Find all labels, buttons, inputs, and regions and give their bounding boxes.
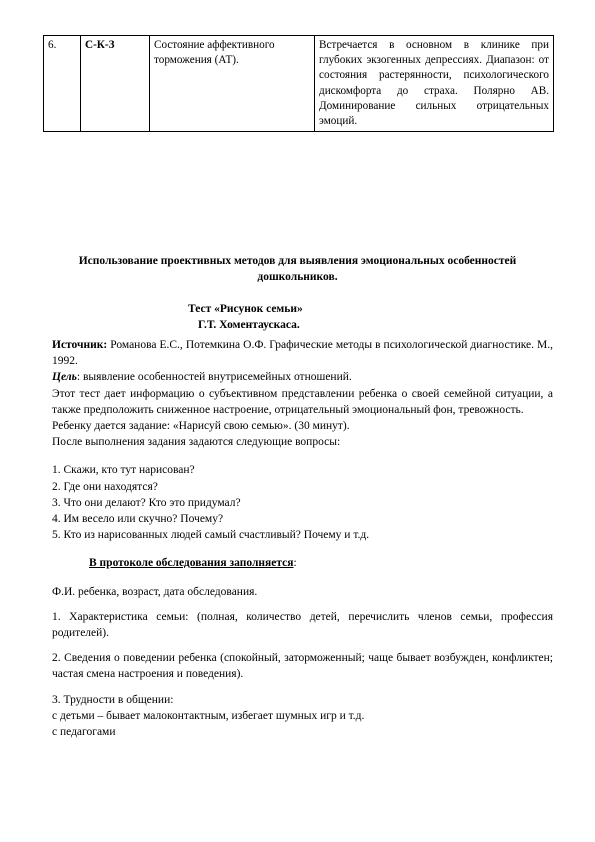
- communication-children: с детьми – бывает малоконтактным, избегает шумных игр и т.д.: [52, 709, 365, 722]
- table-row: [44, 36, 554, 132]
- after-paragraph: После выполнения задания задаются следующие вопросы:: [52, 436, 341, 449]
- fio-paragraph: Ф.И. ребенка, возраст, дата обследования.: [52, 585, 258, 598]
- protocol-colon: :: [293, 557, 297, 570]
- question-item: 4. Им весело или скучно? Почему?: [52, 513, 224, 526]
- goal-label: Цель: [52, 371, 77, 384]
- test-title: Тест «Рисунок семьи»: [188, 303, 303, 315]
- section-heading: Использование проективных методов для выявления эмоциональных особенностей дошкольников.: [78, 255, 517, 283]
- test-description: [52, 337, 553, 740]
- question-item: 2. Где они находятся?: [52, 480, 158, 493]
- question-item: 3. Что они делают? Кто это придумал?: [52, 496, 241, 509]
- emotion-state-table: [43, 35, 554, 132]
- state-description: Встречается в основном в клинике при глубоких экзогенных депрессиях. Диапазон: от состояния растерянности, психологического дискомфорта до страха. Полярно АВ. Доминирование сильных отрицательных эмоций.: [315, 36, 554, 132]
- intro-paragraph: Этот тест дает информацию о субъективном представлении ребенка о своей семейной ситуации, а также предположить сниженное настроение, отрицательный эмоциональный фон, тревожность.: [52, 387, 553, 416]
- goal-text: : выявление особенностей внутрисемейных отношений.: [76, 371, 352, 384]
- goal-paragraph: [52, 369, 553, 385]
- source-paragraph: [52, 337, 553, 369]
- source-text: Романова Е.С., Потемкина О.Ф. Графические методы в психологической диагностике. М., 1992.: [52, 339, 554, 368]
- communication-heading: 3. Трудности в общении:: [52, 693, 174, 706]
- protocol-heading-line: [52, 555, 553, 571]
- state-name: Состояние аффективного торможения (АТ).: [150, 36, 315, 132]
- state-code: С-К-З: [81, 36, 150, 132]
- source-label: Источник:: [52, 339, 108, 351]
- behavior-paragraph: 2. Сведения о поведении ребенка (спокойный, заторможенный; чаще бывает возбужден, конфликтен; частая смена настроения и поведения).: [52, 652, 553, 681]
- family-paragraph: 1. Характеристика семьи: (полная, количество детей, перечислить членов семьи, профессия родителей).: [52, 610, 553, 640]
- test-author: Г.Т. Хоментаускаса.: [198, 319, 300, 331]
- question-item: 1. Скажи, кто тут нарисован?: [52, 464, 195, 477]
- protocol-heading: В протоколе обследования заполняется: [89, 557, 294, 570]
- task-paragraph: Ребенку дается задание: «Нарисуй свою семью». (30 минут).: [52, 420, 350, 433]
- communication-teachers: с педагогами: [52, 726, 116, 739]
- question-item: 5. Кто из нарисованных людей самый счастливый? Почему и т.д.: [52, 529, 370, 542]
- row-number: 6.: [44, 36, 81, 132]
